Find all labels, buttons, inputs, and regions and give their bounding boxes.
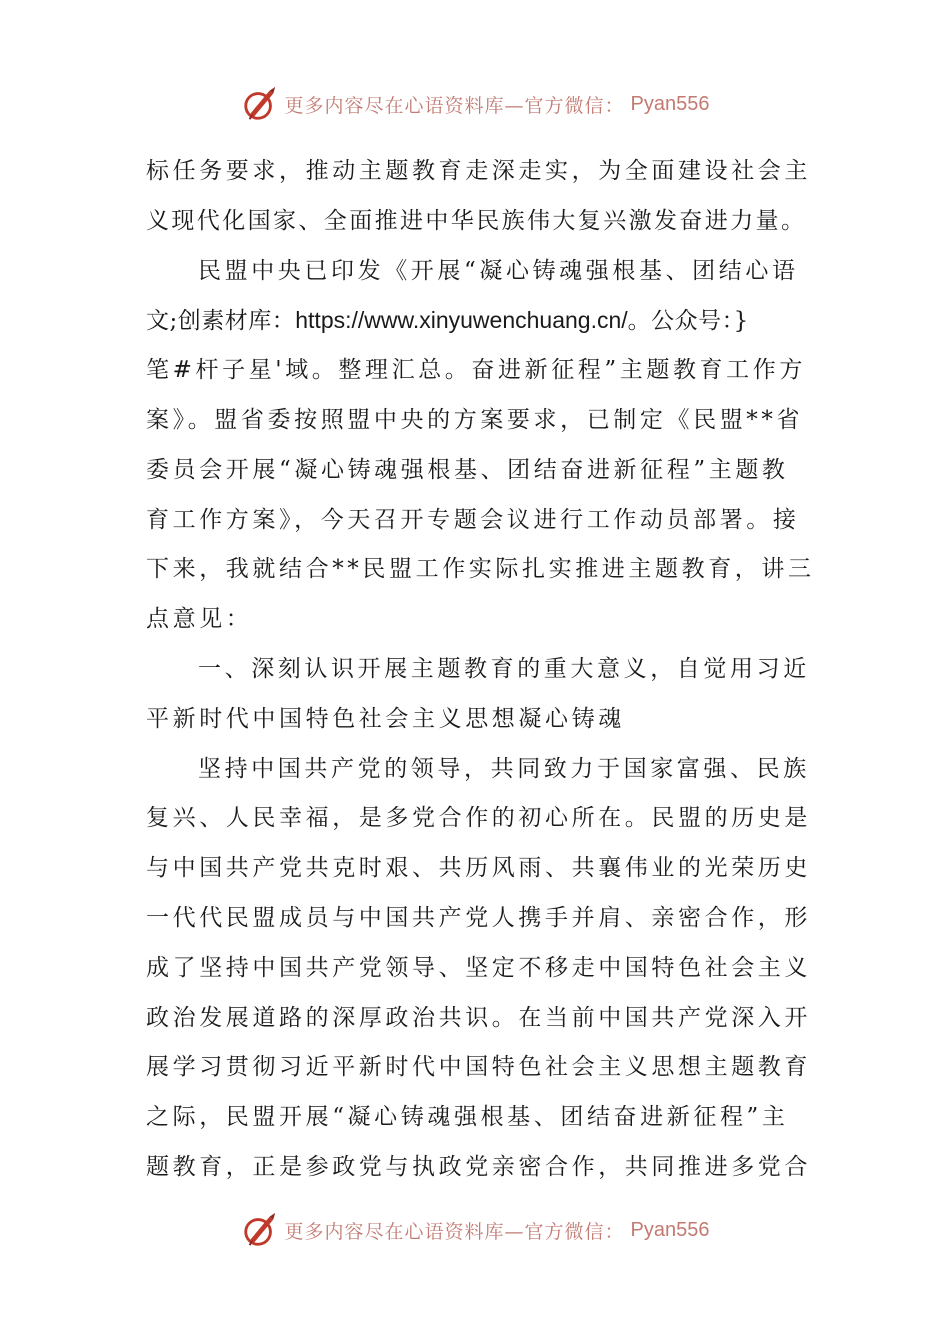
quill-logo-icon: [241, 85, 279, 123]
footer-watermark: [0, 1210, 950, 1250]
text-line: 义现代化国家、全面推进中华民族伟大复兴激发奋进力量。: [146, 207, 807, 234]
text-line: 一代代民盟成员与中国共产党人携手并肩、亲密合作，形: [146, 904, 811, 931]
text-line: 题教育，正是参政党与执政党亲密合作，共同推进多党合: [146, 1153, 811, 1180]
text-line: 展学习贯彻习近平新时代中国特色社会主义思想主题教育: [146, 1054, 811, 1081]
watermark-wechat-id: Pyan556: [630, 1218, 710, 1241]
website-url: https://www.xinyuwenchuang.cn/: [295, 307, 628, 334]
watermark-wechat-id: Pyan556: [630, 92, 710, 115]
text-line: 案》。盟省委按照盟中央的方案要求，已制定《民盟**省: [146, 406, 804, 433]
text-line: 下来，我就结合**民盟工作实际扎实推进主题教育，讲三: [146, 556, 815, 583]
document-body: [146, 147, 815, 1193]
text-line: 民盟中央已印发《开展“凝心铸魂强根基、团结心语: [198, 257, 799, 284]
quill-logo-icon: [241, 1211, 279, 1249]
text-line: 政治发展道路的深厚政治共识。在当前中国共产党深入开: [146, 1004, 811, 1031]
text-line: 笔#杆子星'域。整理汇总。奋进新征程”主题教育工作方: [146, 357, 806, 384]
watermark-text: 更多内容尽在心语资料库—官方微信：: [284, 94, 625, 117]
section-heading: 一、深刻认识开展主题教育的重大意义，自觉用习近: [198, 655, 810, 682]
text-line: 育工作方案》，今天召开专题会议进行工作动员部署。接: [146, 506, 800, 533]
text-line-with-url: [146, 296, 806, 346]
text-line: 之际，民盟开展“凝心铸魂强根基、团结奋进新征程”主: [146, 1104, 789, 1131]
section-heading-continued: 平新时代中国特色社会主义思想凝心铸魂: [146, 705, 625, 732]
url-line-prefix: 文;创素材库：: [146, 308, 296, 335]
text-line: 点意见：: [146, 606, 253, 633]
watermark-text: 更多内容尽在心语资料库—官方微信：: [284, 1220, 625, 1243]
header-watermark: [0, 84, 950, 124]
text-line: 坚持中国共产党的领导，共同致力于国家富强、民族: [198, 755, 810, 782]
text-line: 标任务要求，推动主题教育走深走实，为全面建设社会主: [146, 158, 811, 184]
text-line: 委员会开展“凝心铸魂强根基、团结奋进新征程”主题教: [146, 456, 789, 483]
text-line: 与中国共产党共克时艰、共历风雨、共襄伟业的光荣历史: [146, 855, 811, 882]
url-line-suffix: 。公众号：}: [627, 308, 749, 335]
text-line: 成了坚持中国共产党领导、坚定不移走中国特色社会主义: [146, 954, 811, 981]
text-line: 复兴、人民幸福，是多党合作的初心所在。民盟的历史是: [146, 805, 811, 832]
